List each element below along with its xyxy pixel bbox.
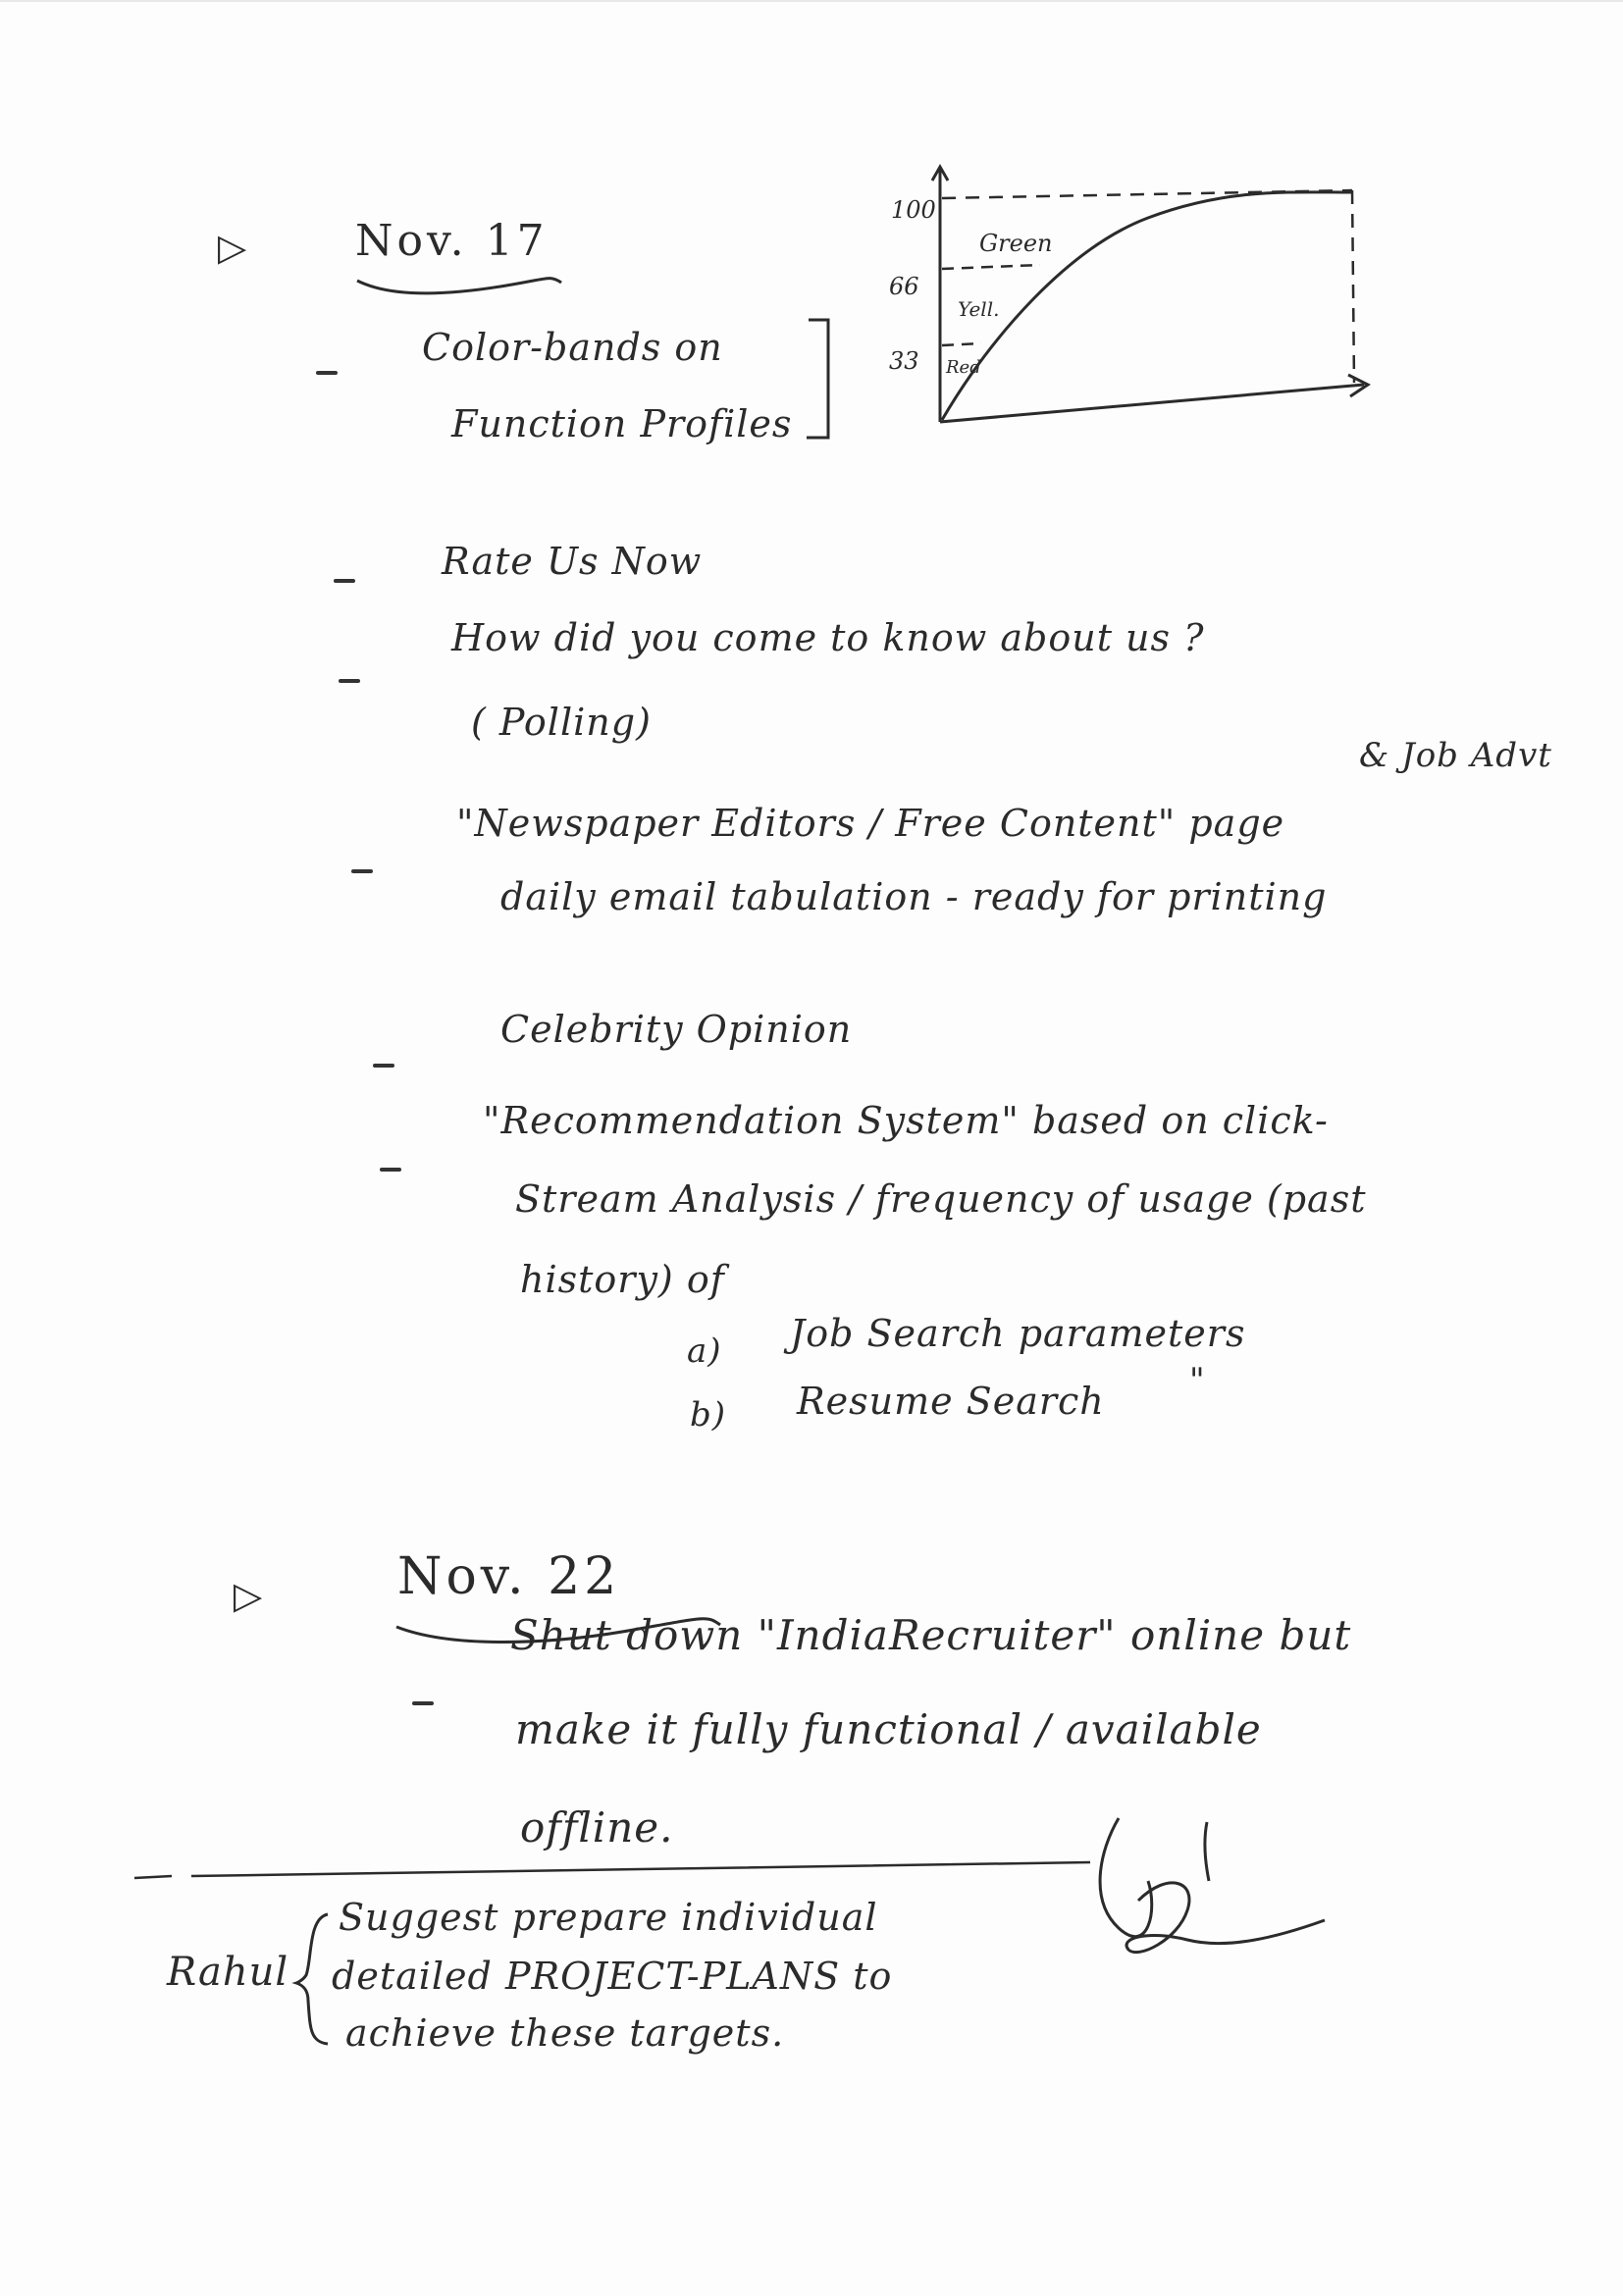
- item-line: Shut down "IndiaRecruiter" online but: [510, 1611, 1352, 1659]
- item-line: Celebrity Opinion: [500, 1008, 853, 1051]
- footer-line: Suggest prepare individual: [339, 1896, 878, 1939]
- subitem-marker: a): [687, 1331, 722, 1371]
- footer-line: achieve these targets.: [345, 2011, 785, 2055]
- y-tick-label: 100: [891, 196, 936, 224]
- sketch-chart: [873, 159, 1384, 453]
- item-line: Rate Us Now: [442, 540, 703, 583]
- bullet-dash: [373, 1064, 394, 1068]
- item-line: ( Polling): [471, 701, 652, 744]
- bullet-dash: [412, 1701, 434, 1705]
- footer-line: detailed PROJECT-PLANS to: [332, 1955, 893, 1998]
- section-date: Nov. 22: [397, 1547, 621, 1606]
- date-underline: [353, 269, 569, 298]
- item-line: Function Profiles: [451, 402, 793, 445]
- bullet-dash: [316, 371, 338, 375]
- signature-mark: [1079, 1812, 1335, 1979]
- bullet-dash: [334, 579, 355, 583]
- band-label: Green: [979, 230, 1053, 257]
- bracket: [805, 316, 834, 444]
- bullet-dash: [339, 679, 360, 683]
- footer-brace: [294, 1910, 334, 2048]
- item-line: history) of: [520, 1258, 725, 1301]
- y-tick-label: 66: [889, 273, 919, 300]
- item-annotation: & Job Advt: [1359, 736, 1552, 775]
- subitem-text: Resume Search: [797, 1380, 1105, 1423]
- subitem-marker: b): [690, 1395, 727, 1435]
- subitem-text: Job Search parameters: [790, 1312, 1246, 1355]
- section-marker-icon: ▷: [218, 226, 247, 269]
- bullet-dash: [380, 1168, 401, 1172]
- y-tick-label: 33: [889, 347, 919, 375]
- item-line: Stream Analysis / frequency of usage (past: [515, 1177, 1367, 1221]
- item-line: make it fully functional / available: [515, 1705, 1262, 1753]
- ditto-mark: ": [1189, 1361, 1206, 1400]
- divider: [132, 1854, 1094, 1884]
- item-line: How did you come to know about us ?: [451, 616, 1205, 659]
- item-line: "Newspaper Editors / Free Content" page: [456, 802, 1285, 845]
- band-label: Red: [946, 357, 981, 378]
- item-line: Color-bands on: [422, 326, 723, 369]
- footer-name: Rahul: [167, 1950, 289, 1995]
- section-marker-icon: ▷: [234, 1574, 263, 1617]
- band-label: Yell.: [958, 297, 1000, 321]
- section-date: Nov. 17: [355, 216, 549, 266]
- item-line: "Recommendation System" based on click-: [483, 1099, 1329, 1142]
- item-line: offline.: [520, 1803, 674, 1852]
- bullet-dash: [351, 869, 373, 873]
- item-line: daily email tabulation - ready for printing: [500, 875, 1328, 918]
